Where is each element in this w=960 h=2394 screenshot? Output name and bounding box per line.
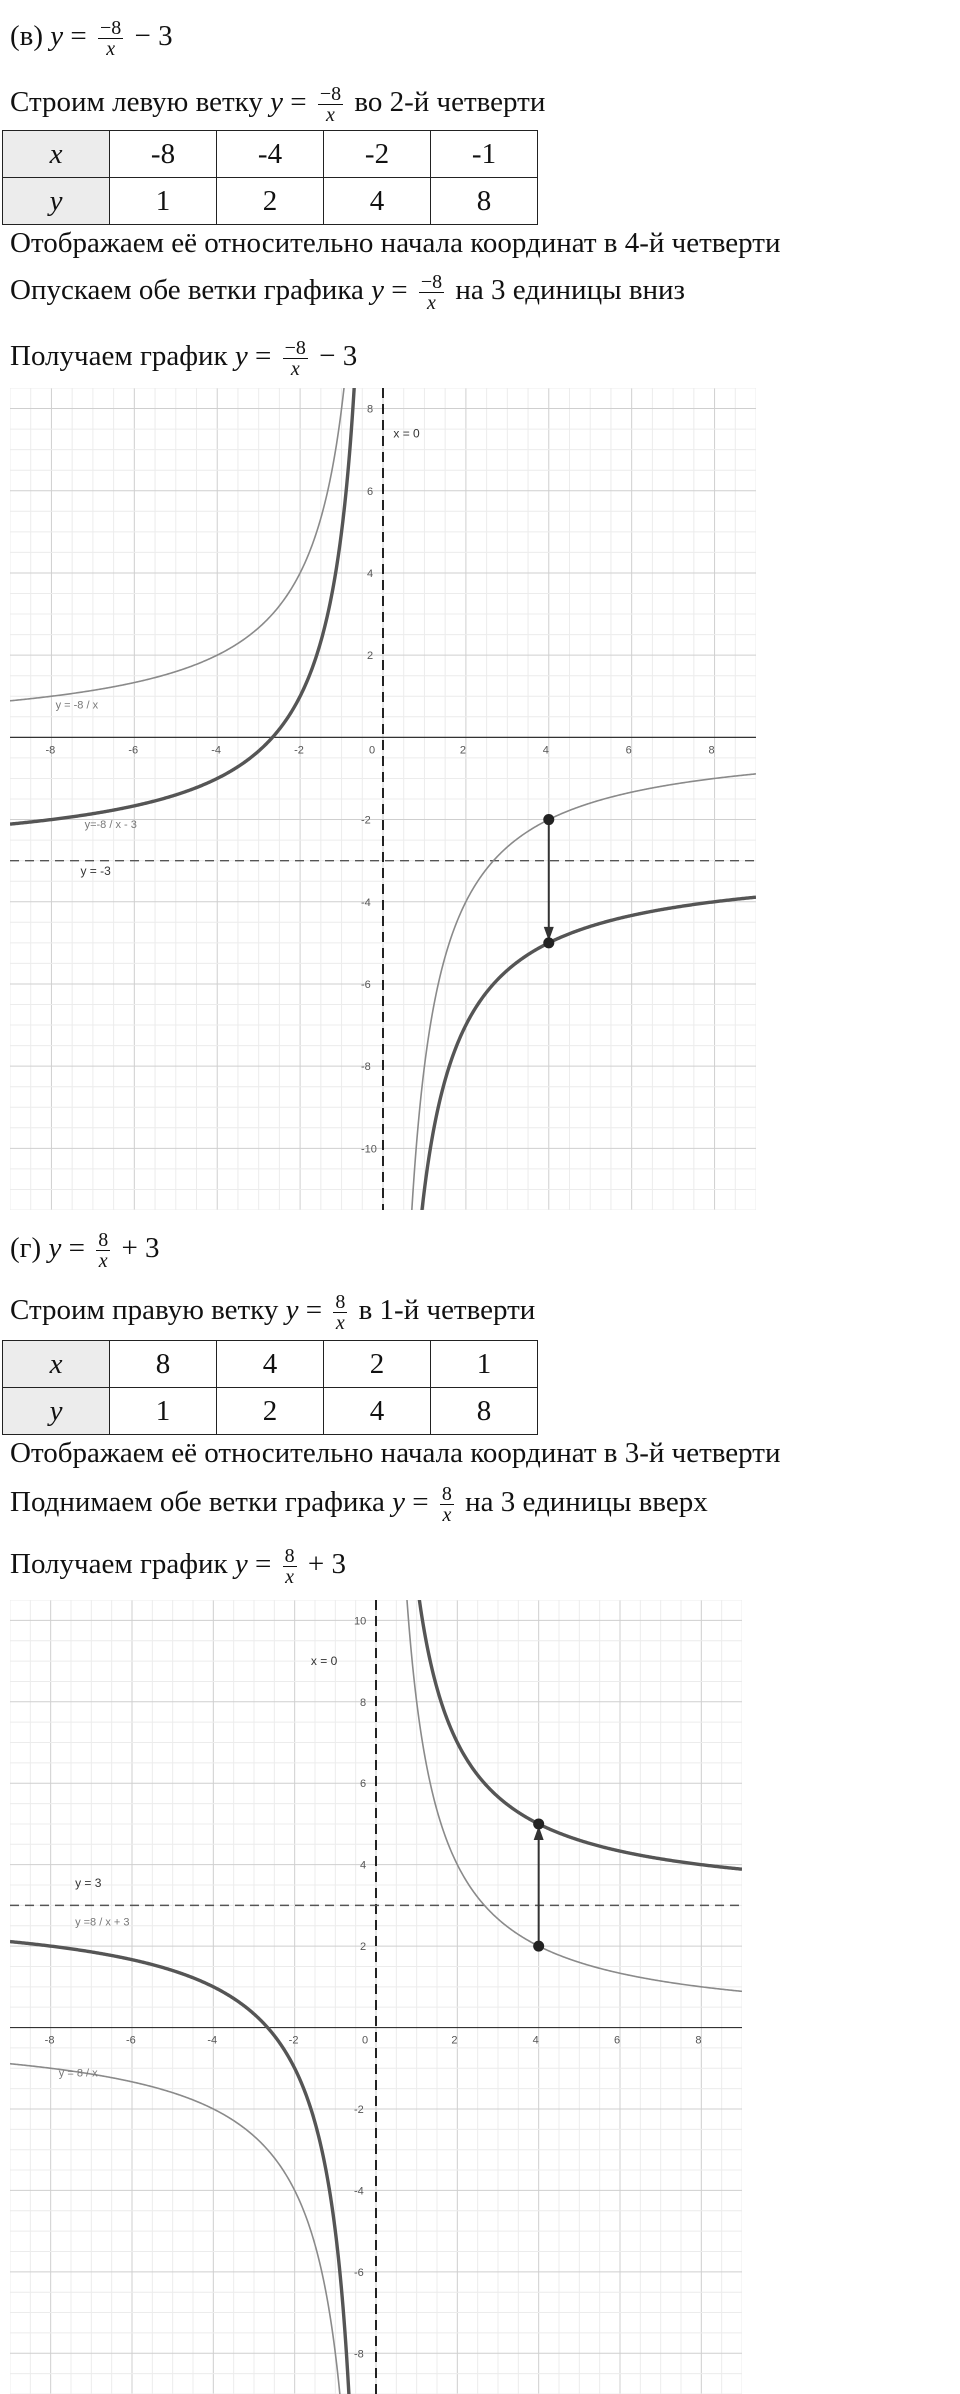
- y-tick-label: -8: [361, 1061, 371, 1074]
- series-label: y = -8 / x: [55, 699, 99, 712]
- part-g-step-3: Поднимаем обе ветки графика y = $\frac{8}{x}$ на 3 единицы вверх: [10, 1482, 708, 1526]
- x-tick-label: -4: [207, 2034, 218, 2047]
- series-label: y=-8 / x - 3: [84, 818, 137, 831]
- y-tick-label: 10: [354, 1615, 367, 1628]
- y-tick-label: -2: [354, 2103, 364, 2116]
- x-tick-label: -2: [288, 2034, 299, 2047]
- fraction: $\frac{8}{x}$: [441, 1482, 452, 1526]
- part-v-step-1: Строим левую ветку y = $\frac{-8}{x}$ во 2-й четверти: [10, 82, 546, 126]
- part-g-step-2: Отображаем её относительно начала координат в 3-й четверти: [10, 1437, 781, 1469]
- fraction: $\frac{8}{x}$: [98, 1228, 109, 1272]
- table-cell: 4: [217, 1341, 324, 1388]
- asymptote-label: x = 0: [310, 1654, 338, 1669]
- table-cell: 2: [217, 1388, 324, 1435]
- table-cell: -2: [324, 131, 431, 178]
- fraction: $\frac{-8}{x}$: [420, 270, 443, 314]
- fraction: $\frac{-8}{x}$: [100, 16, 122, 60]
- y-tick-label: -6: [361, 978, 371, 991]
- table-row: [3, 131, 538, 178]
- shifted-hyperbola-branch: [10, 388, 358, 824]
- part-v-step-4: Получаем график y = $\frac{-8}{x}$ − 3: [10, 336, 358, 380]
- part-g-step-1: Строим правую ветку y = $\frac{8}{x}$ в 1-й четверти: [10, 1290, 536, 1334]
- y-tick-label: 6: [367, 485, 374, 498]
- shifted-hyperbola-branch: [10, 1942, 352, 2394]
- data-point: [543, 814, 554, 825]
- y-tick-label: -4: [354, 2185, 364, 2198]
- table-cell: 1: [110, 178, 217, 225]
- y-tick-label: -10: [361, 1143, 377, 1156]
- part-g-value-table: [2, 1340, 538, 1435]
- y-tick-label: -6: [354, 2266, 364, 2279]
- table-header-x: x: [3, 1341, 110, 1388]
- table-cell: 1: [431, 1341, 538, 1388]
- table-row: [3, 1388, 538, 1435]
- part-v-step-3: Опускаем обе ветки графика y = $\frac{-8}{x}$ на 3 единицы вниз: [10, 270, 686, 314]
- fraction: $\frac{8}{x}$: [335, 1290, 346, 1334]
- fraction: $\frac{-8}{x}$: [284, 336, 306, 380]
- data-point: [533, 1818, 544, 1829]
- table-cell: 2: [324, 1341, 431, 1388]
- asymptote-label: y = -3: [80, 864, 111, 879]
- x-tick-label: 0: [362, 2034, 369, 2047]
- part-g-step-4: Получаем график y = $\frac{8}{x}$ + 3: [10, 1544, 346, 1588]
- table-cell: 4: [324, 178, 431, 225]
- y-tick-label: -2: [361, 814, 371, 827]
- x-tick-label: 2: [459, 744, 467, 757]
- x-tick-label: 2: [451, 2034, 458, 2047]
- table-cell: 1: [110, 1388, 217, 1435]
- x-tick-label: 0: [369, 744, 376, 757]
- x-tick-label: -6: [128, 744, 139, 757]
- part-v-value-table: [2, 130, 538, 225]
- graph-y-minus-8-over-x-minus-3: [10, 388, 756, 1210]
- table-header-y: y: [3, 1388, 110, 1435]
- fraction: $\frac{-8}{x}$: [319, 82, 342, 126]
- y-tick-label: 8: [367, 403, 374, 416]
- part-g-heading: (г) y = $\frac{8}{x}$ + 3: [10, 1228, 160, 1272]
- part-v-label: (в): [10, 20, 44, 52]
- x-tick-label: 4: [542, 744, 549, 757]
- base-hyperbola-branch: [408, 774, 756, 1210]
- x-tick-label: -8: [45, 744, 56, 757]
- y-tick-label: 2: [367, 650, 374, 663]
- table-cell: 8: [431, 1388, 538, 1435]
- x-tick-label: 6: [614, 2034, 621, 2047]
- table-header-y: y: [3, 178, 110, 225]
- x-tick-label: -6: [126, 2034, 136, 2047]
- y-tick-label: -4: [361, 896, 371, 909]
- y-tick-label: 4: [360, 1859, 367, 1872]
- part-g-label: (г): [10, 1232, 42, 1264]
- table-row: [3, 178, 538, 225]
- x-tick-label: 6: [625, 744, 632, 757]
- y-tick-label: -8: [354, 2348, 364, 2361]
- table-cell: 2: [217, 178, 324, 225]
- y-tick-label: 4: [367, 567, 374, 580]
- base-hyperbola-branch: [403, 1600, 742, 1991]
- table-cell: -4: [217, 131, 324, 178]
- formula-lhs: y: [50, 20, 64, 52]
- base-hyperbola-branch: [10, 2064, 346, 2394]
- graph-y-8-over-x-plus-3: [10, 1600, 742, 2394]
- fraction: $\frac{8}{x}$: [284, 1544, 295, 1588]
- part-v-heading: [10, 16, 173, 59]
- part-v-step-2: Отображаем её относительно начала координат в 4-й четверти: [10, 227, 781, 259]
- x-tick-label: -4: [211, 744, 222, 757]
- formula-tail: − 3: [134, 20, 173, 52]
- table-header-x: x: [3, 131, 110, 178]
- table-cell: 4: [324, 1388, 431, 1435]
- formula-eq: =: [70, 20, 87, 52]
- x-tick-label: -8: [44, 2034, 55, 2047]
- table-cell: 8: [110, 1341, 217, 1388]
- series-label: y =8 / x + 3: [75, 1916, 130, 1929]
- y-tick-label: 2: [360, 1941, 367, 1954]
- x-tick-label: 8: [695, 2034, 702, 2047]
- data-point: [543, 937, 554, 948]
- x-tick-label: 4: [532, 2034, 539, 2047]
- data-point: [533, 1941, 544, 1952]
- table-cell: 8: [431, 178, 538, 225]
- table-row: [3, 1341, 538, 1388]
- series-label: y = 8 / x: [58, 2067, 98, 2080]
- asymptote-label: y = 3: [75, 1876, 102, 1891]
- x-tick-label: -2: [294, 744, 304, 757]
- table-cell: -1: [431, 131, 538, 178]
- y-tick-label: 8: [360, 1696, 367, 1709]
- y-tick-label: 6: [360, 1778, 367, 1791]
- asymptote-label: x = 0: [393, 426, 420, 441]
- x-tick-label: 8: [708, 744, 715, 757]
- table-cell: -8: [110, 131, 217, 178]
